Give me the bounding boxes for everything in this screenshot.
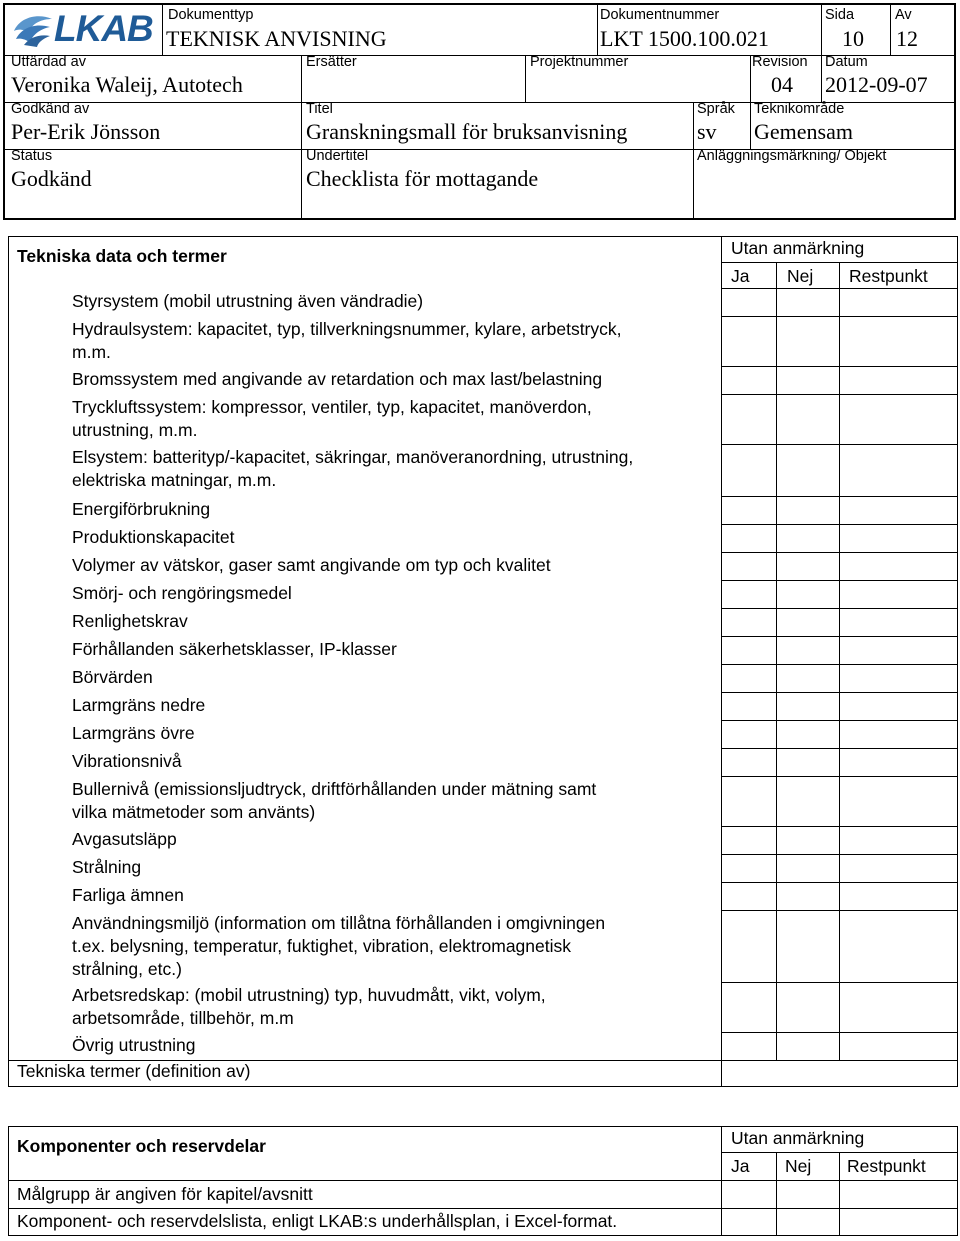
page-label: Sida (825, 7, 855, 23)
language: sv (697, 119, 717, 144)
row-divider (721, 826, 958, 827)
doc-type-label: Dokumenttyp (168, 7, 254, 23)
column-header-yes: Ja (731, 1156, 750, 1176)
issued-by: Veronika Waleij, Autotech (11, 72, 243, 97)
checklist-item-text: Vibrationsnivå (72, 751, 182, 771)
column-divider (839, 1152, 840, 1236)
checklist-item-text: Börvärden (72, 667, 153, 687)
row-divider (721, 882, 958, 883)
column-header-restpoint: Restpunkt (849, 266, 928, 286)
column-header-no: Nej (787, 266, 814, 286)
remark-header: Utan anmärkning (731, 1128, 865, 1148)
checklist-item-text: Volymer av vätskor, gaser samt angivande om typ och kvalitet (72, 555, 551, 575)
status-label: Status (11, 148, 53, 164)
checklist-item-text: Styrsystem (mobil utrustning även vändradie) (72, 291, 424, 311)
row-divider (721, 394, 958, 395)
row-divider (721, 366, 958, 367)
checklist-item-text: Tryckluftssystem: kompressor, ventiler, typ, kapacitet, manöverdon, (72, 397, 592, 417)
column-divider (839, 262, 840, 1060)
document-title: Granskningsmall för bruksanvisning (306, 119, 628, 144)
checklist-item-text: Hydraulsystem: kapacitet, typ, tillverkningsnummer, kylare, arbetstryck, (72, 319, 622, 339)
page-of-label: Av (895, 7, 912, 23)
row-divider (721, 552, 958, 553)
checklist-item-text: Elsystem: batterityp/-kapacitet, säkringar, manöveranordning, utrustning, (72, 447, 634, 467)
plant-label: Anläggningsmärkning/ Objekt (697, 148, 887, 164)
row-divider (721, 316, 958, 317)
section-heading-components: Komponenter och reservdelar (17, 1136, 266, 1156)
row-divider (721, 288, 958, 289)
row-divider (721, 524, 958, 525)
checklist-item-text: Arbetsredskap: (mobil utrustning) typ, huvudmått, vikt, volym, (72, 985, 546, 1005)
checklist-item-text: Avgasutsläpp (72, 829, 177, 849)
row-divider (721, 776, 958, 777)
doc-type: TEKNISK ANVISNING (166, 26, 387, 51)
issued-by-label: Utfärdad av (11, 54, 86, 70)
row-divider (8, 1180, 958, 1181)
date-label: Datum (825, 54, 868, 70)
row-divider (721, 910, 958, 911)
checklist-item-text: elektriska matningar, m.m. (72, 470, 277, 490)
column-divider (776, 262, 777, 1060)
checklist-item: Komponent- och reservdelslista, enligt LKAB:s underhållsplan, i Excel-format. (17, 1211, 618, 1231)
revision: 04 (771, 72, 793, 97)
row-divider (721, 748, 958, 749)
row-divider (721, 854, 958, 855)
checklist-item-text: Energiförbrukning (72, 499, 211, 519)
checklist-item-technical-terms: Tekniska termer (definition av) (17, 1061, 251, 1081)
checklist-item-text: Bromssystem med angivande av retardation och max last/belastning (72, 369, 603, 389)
row-divider (721, 608, 958, 609)
checklist-item-text: Larmgräns övre (72, 723, 195, 743)
row-divider (721, 636, 958, 637)
tech-area: Gemensam (754, 119, 853, 144)
approved-by: Per-Erik Jönsson (11, 119, 161, 144)
checklist-item-text: strålning, etc.) (72, 959, 182, 979)
project-number-label: Projektnummer (530, 54, 629, 70)
column-header-yes: Ja (731, 266, 750, 286)
row-divider (721, 262, 958, 263)
checklist-item-text: vilka mätmetoder som använts) (72, 802, 316, 822)
doc-number-label: Dokumentnummer (600, 7, 720, 23)
approved-by-label: Godkänd av (11, 101, 90, 117)
checklist-item-text: Produktionskapacitet (72, 527, 235, 547)
column-header-no: Nej (785, 1156, 812, 1176)
checklist-item-text: Renlighetskrav (72, 611, 188, 631)
date: 2012-09-07 (825, 72, 928, 97)
remark-header: Utan anmärkning (731, 238, 865, 258)
tech-area-label: Teknikområde (754, 101, 845, 117)
checklist-item-text: t.ex. belysning, temperatur, fuktighet, vibration, elektromagnetisk (72, 936, 572, 956)
row-divider (721, 1152, 958, 1153)
doc-number: LKT 1500.100.021 (600, 26, 769, 51)
logo-text: LKAB (54, 8, 153, 49)
checklist-item-text: Larmgräns nedre (72, 695, 206, 715)
column-divider (776, 1152, 777, 1236)
checklist-item-text: Farliga ämnen (72, 885, 184, 905)
checklist-item-text: Strålning (72, 857, 142, 877)
row-divider (721, 692, 958, 693)
column-divider (721, 236, 722, 1087)
checklist-item-text: Bullernivå (emissionsljudtryck, driftförhållanden under mätning samt (72, 779, 597, 799)
replaces-label: Ersätter (306, 54, 357, 70)
checklist-item-text: Förhållanden säkerhetsklasser, IP-klasser (72, 639, 397, 659)
checklist-item-text: Smörj- och rengöringsmedel (72, 583, 292, 603)
checklist-item-text: Användningsmiljö (information om tillåtna förhållanden i omgivningen (72, 913, 606, 933)
subtitle-label: Undertitel (306, 148, 369, 164)
row-divider (721, 664, 958, 665)
revision-label: Revision (752, 54, 808, 70)
page-total: 12 (896, 26, 918, 51)
checklist-item-text: m.m. (72, 342, 111, 362)
checklist-item-text: Övrig utrustning (72, 1035, 196, 1055)
row-divider (721, 720, 958, 721)
column-divider (721, 1126, 722, 1236)
status: Godkänd (11, 166, 92, 191)
title-label: Titel (306, 101, 333, 117)
page-number: 10 (842, 26, 864, 51)
document-subtitle: Checklista för mottagande (306, 166, 539, 191)
lkab-logo (12, 9, 158, 49)
row-divider (721, 444, 958, 445)
row-divider (721, 580, 958, 581)
column-header-restpoint: Restpunkt (847, 1156, 926, 1176)
checklist-item-text: utrustning, m.m. (72, 420, 198, 440)
row-divider (8, 1208, 958, 1209)
row-divider (721, 982, 958, 983)
row-divider (721, 1032, 958, 1033)
section-heading-technical-data: Tekniska data och termer (17, 246, 227, 266)
checklist-item-text: arbetsområde, tillbehör, m.m (72, 1008, 294, 1028)
row-divider (721, 496, 958, 497)
checklist-item: Målgrupp är angiven för kapitel/avsnitt (17, 1184, 313, 1204)
language-label: Språk (697, 101, 735, 117)
